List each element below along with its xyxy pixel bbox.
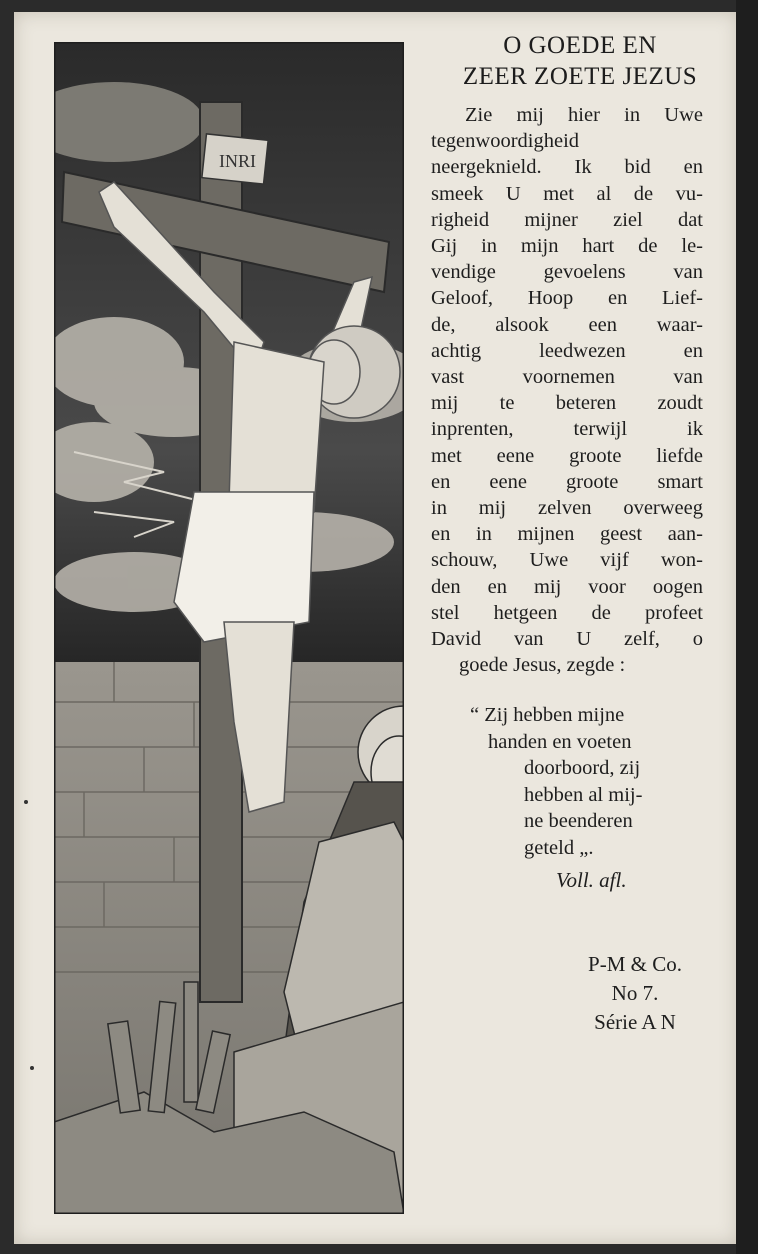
inri-label: INRI	[219, 151, 256, 171]
quote-line: ne beenderen	[524, 810, 633, 832]
prayer-line: neergeknield. Ik bid en	[431, 156, 703, 179]
publisher-mark	[560, 950, 710, 1037]
paper-speck	[24, 800, 28, 804]
prayer-line: goede Jesus, zegde :	[459, 654, 626, 677]
prayer-line: mij te beteren zoudt	[431, 392, 703, 415]
prayer-line: de, alsook een waar-	[431, 313, 703, 336]
prayer-line: Zie mij hier in Uwe	[465, 104, 703, 126]
prayer-line: vast voornemen van	[431, 366, 703, 389]
prayer-line: den en mij voor oogen	[431, 575, 703, 598]
prayer-title	[420, 30, 740, 92]
prayer-text	[431, 102, 703, 678]
publisher-line: P-M & Co.	[588, 952, 682, 976]
psalm-quote	[470, 702, 706, 861]
prayer-line: schouw, Uwe vijf won-	[431, 549, 703, 572]
title-line: ZEER ZOETE JEZUS	[462, 63, 698, 90]
publisher-line: Série A N	[594, 1010, 676, 1034]
paper-speck	[30, 1066, 34, 1070]
prayer-line: Gij in mijn hart de le-	[431, 235, 703, 258]
prayer-line: achtig leedwezen en	[431, 339, 703, 362]
quote-line: geteld „.	[524, 836, 594, 859]
prayer-line: en eene groote smart	[431, 470, 703, 493]
prayer-line: smeek U met al de vu-	[431, 182, 703, 205]
prayer-line: tegenwoordigheid	[431, 130, 580, 153]
title-line: O GOEDE EN	[503, 32, 657, 59]
quote-line: “ Zij hebben mijne	[470, 704, 625, 726]
prayer-line: en in mijnen geest aan-	[431, 523, 703, 546]
prayer-line: inprenten, terwijl ik	[431, 418, 703, 441]
quote-line: handen en voeten	[488, 730, 632, 753]
prayer-line: Geloof, Hoop en Lief-	[431, 287, 703, 310]
prayer-line: vendige gevoelens van	[431, 261, 703, 284]
quote-line: hebben al mij-	[524, 783, 643, 806]
publisher-line: No 7.	[611, 981, 659, 1005]
prayer-line: met eene groote liefde	[431, 444, 703, 467]
prayer-line: David van U zelf, o	[431, 628, 703, 651]
prayer-line: righeid mijner ziel dat	[431, 208, 703, 231]
background-edge	[736, 0, 758, 1254]
prayer-line: in mij zelven overweeg	[431, 497, 703, 520]
crucifixion-illustration	[54, 42, 404, 1214]
signature: Voll. afl.	[556, 868, 627, 892]
prayer-line: stel hetgeen de profeet	[431, 601, 703, 624]
quote-line: doorboord, zij	[524, 757, 641, 779]
